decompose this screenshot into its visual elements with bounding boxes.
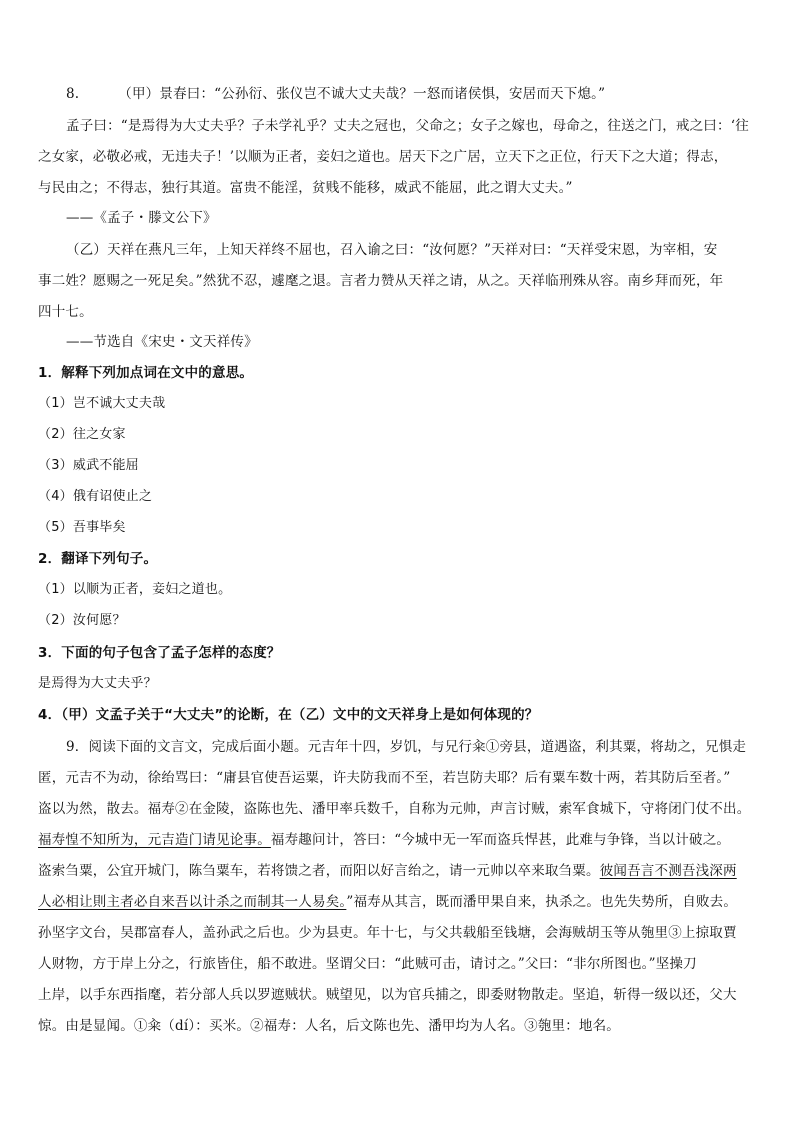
passage-jia-line: 与民由之；不得志，独行其道。富贵不能淫，贫贱不能移，威武不能屈，此之谓大丈夫。” bbox=[38, 180, 573, 196]
q9-passage-line bbox=[38, 861, 758, 881]
sub-question-1: 1．解释下列加点词在文中的意思。 bbox=[38, 365, 254, 381]
passage-yi-line: 四十七。 bbox=[38, 304, 93, 320]
sub-question-item: （3）威武不能屈 bbox=[38, 458, 139, 473]
passage-text: ”福寿从其言，既而潘甲果自来，执杀之。也先失势所，自败去。 bbox=[346, 894, 738, 910]
passage-jia-opening: （甲）景春曰：“公孙衍、张仪岂不诚大丈夫哉？一怒而诸侯惧，安居而天下熄。” bbox=[118, 86, 606, 102]
q9-passage-line bbox=[38, 830, 758, 850]
q9-passage-line: 人财物，方于岸上分之，行旅皆住，船不敢进。坚谓父曰：“此贼可击，请讨之。”父曰：“非尔所图也。”坚操刀 bbox=[38, 956, 697, 972]
q9-passage-line bbox=[38, 892, 758, 912]
sub-question-item: （1）以顺为正者，妾妇之道也。 bbox=[38, 582, 232, 597]
sub-question-item: （4）俄有诏使止之 bbox=[38, 489, 153, 504]
underlined-sentence: 人必相让則主者必自来吾以计杀之而制其一人易矣。 bbox=[38, 894, 347, 910]
question-number: 8. bbox=[66, 86, 80, 102]
sub-question-4: 4．（甲）文孟子关于“大丈夫”的论断，在（乙）文中的文天祥身上是如何体现的？ bbox=[38, 707, 539, 723]
sub-question-item: （1）岂不诚大丈夫哉 bbox=[38, 396, 166, 411]
passage-jia-line: 之女家，必敬必戒，无违夫子！’以顺为正者，妾妇之道也。居天下之广居，立天下之正位，行天下之大道；得志， bbox=[38, 149, 728, 165]
q8-heading-line bbox=[66, 84, 786, 104]
q9-passage-line: 孙坚字文台，吴郡富春人，盖孙武之后也。少为县吏。年十七，与父共载船至钱塘，会海贼胡玉等从匏里③上掠取賈 bbox=[38, 925, 737, 941]
underlined-sentence: 彼闻吾言不测吾浅深两 bbox=[599, 863, 737, 879]
q9-passage-line: 9．阅读下面的文言文，完成后面小题。元吉年十四，岁饥，与兄行籴①旁县，道遇盗，利其粟，将劫之，兄惧走 bbox=[66, 739, 747, 755]
passage-text: 盗索刍粟，公宜开城门，陈刍粟车，若将馈之者，而阳以好言绐之，请一元帅以卒来取刍粟。 bbox=[38, 863, 600, 879]
passage-jia-line: 孟子曰：“是焉得为大丈夫乎？子未学礼乎？丈夫之冠也，父命之；女子之嫁也，母命之，往送之门，戒之曰：‘往 bbox=[66, 118, 749, 134]
sub-question-item: （2）汝何愿？ bbox=[38, 613, 126, 628]
passage-yi-line: 事二姓？愿赐之一死足矣。”然犹不忍，遽麾之退。言者力赞从天祥之请，从之。天祥临刑殊从容。南乡拜而死，年 bbox=[38, 273, 724, 289]
passage-yi-line: （乙）天祥在燕凡三年，上知天祥终不屈也，召入谕之曰：“汝何愿？”天祥对曰：“天祥受宋恩，为宰相，安 bbox=[66, 242, 718, 258]
sub-question-2: 2．翻译下列句子。 bbox=[38, 551, 158, 567]
q9-passage-line: 匿，元吉不为动，徐绐骂曰：“庸县官使吾运粟，许夫防我而不至，若岂防夫耶？后有粟车数十两，若其防后至者。” bbox=[38, 770, 731, 786]
sub-question-item: （2）往之女家 bbox=[38, 427, 126, 442]
passage-yi-source: ——节选自《宋史・文天祥传》 bbox=[66, 334, 258, 350]
q9-passage-notes: 惊。由是显闻。①籴（dí）：买米。②福寿：人名，后文陈也先、潘甲均为人名。③匏里：地名。 bbox=[38, 1018, 621, 1034]
sub-question-item: （5）吾事毕矣 bbox=[38, 520, 126, 535]
passage-text: 福寿趣问计，答曰：“今城中无一军而盗兵悍甚，此难与争锋，当以计破之。 bbox=[270, 832, 731, 848]
sub-question-3: 3．下面的句子包含了孟子怎样的态度？ bbox=[38, 645, 281, 661]
q9-passage-line: 上岸，以手东西指麾，若分部人兵以罗遮贼状。贼望见，以为官兵捕之，即委财物散走。坚追，斩得一级以还，父大 bbox=[38, 987, 737, 1003]
q9-passage-line: 盗以为然，散去。福寿②在金陵，盗陈也先、潘甲率兵数千，自称为元帅，声言讨贼，索军食城下，守将闭门仗不出。 bbox=[38, 801, 751, 817]
underlined-sentence: 福寿惶不知所为，元吉造门请见论事。 bbox=[38, 832, 271, 848]
sub-question-item: 是焉得为大丈夫乎？ bbox=[38, 676, 157, 691]
passage-jia-source: ——《孟子・滕文公下》 bbox=[66, 210, 217, 226]
